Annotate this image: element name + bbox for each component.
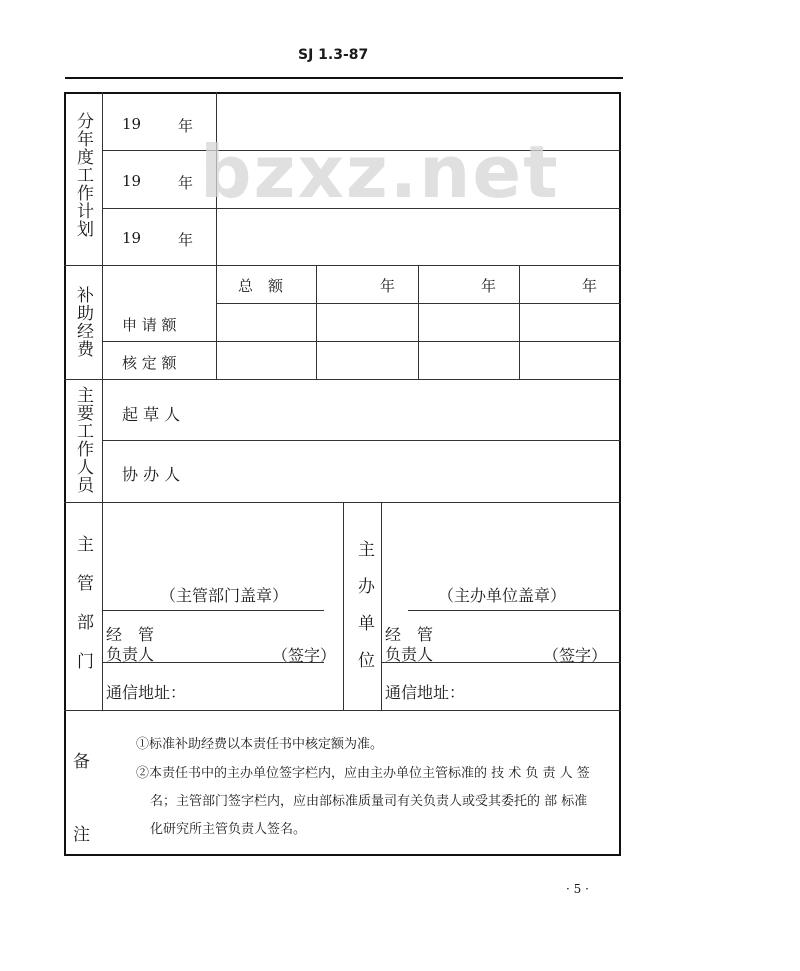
- subsidy-col-year: 年: [481, 277, 497, 295]
- supervisor-seal: （主管部门盖章）: [160, 586, 289, 605]
- doc-code: SJ 1.3-87: [298, 47, 369, 63]
- annual-year-suffix: 年: [178, 174, 194, 192]
- subsidy-row-applied: 申 请 额: [122, 316, 177, 334]
- host-sign: （签字）: [543, 646, 608, 665]
- sep-subsidy-staff: [64, 379, 621, 380]
- subsidy-col-year: 年: [582, 277, 598, 295]
- host-manager-2: 负责人: [385, 645, 434, 664]
- sep-dept-remarks: [64, 710, 621, 711]
- subsidy-col-year: 年: [380, 277, 396, 295]
- staff-assistant: 协 办 人: [122, 465, 181, 484]
- staff-row-line: [102, 440, 621, 441]
- annual-year-suffix: 年: [178, 231, 194, 249]
- supervisor-sign-line: [102, 662, 324, 663]
- page-number: · 5 ·: [566, 882, 589, 896]
- staff-drafter: 起 草 人: [122, 405, 181, 424]
- label-column-line: [102, 92, 103, 710]
- annual-year-suffix: 年: [178, 117, 194, 135]
- subsidy-col-line-1: [316, 265, 317, 379]
- annual-year-prefix: 19: [122, 172, 142, 190]
- host-address: 通信地址：: [385, 683, 466, 702]
- subsidy-row-line: [102, 341, 621, 342]
- remarks-line: ②本责任书中的主办单位签字栏内，应由主办单位主管标准的 技 术 负 责 人 签: [136, 766, 590, 781]
- supervisor-seal-line: [102, 610, 324, 611]
- subsidy-col-line-3: [519, 265, 520, 379]
- subsidy-label: 补助经费: [73, 286, 93, 358]
- remarks-line: ①标准补助经费以本责任书中核定额为准。: [136, 737, 384, 752]
- supervisor-label: 主管部门: [73, 535, 93, 691]
- annual-year-prefix: 19: [122, 229, 142, 247]
- subsidy-row-approved: 核 定 额: [122, 354, 177, 372]
- remarks-label-top: 备: [73, 752, 90, 772]
- subsidy-col-line-2: [418, 265, 419, 379]
- remarks-label-bottom: 注: [73, 825, 90, 845]
- header-rule: [65, 77, 623, 79]
- supervisor-sign: （签字）: [272, 646, 337, 665]
- dept-middle-line: [343, 502, 344, 710]
- dept-host-label-line: [381, 502, 382, 710]
- host-sign-line: [382, 662, 621, 663]
- supervisor-manager-2: 负责人: [106, 645, 155, 664]
- host-label: 主办单位: [354, 540, 374, 688]
- remarks-line: 名；主管部门签字栏内，应由部标准质量司有关负责人或受其委托的 部 标准: [150, 794, 588, 809]
- watermark-logo: bzxz.net: [200, 130, 560, 214]
- annual-year-prefix: 19: [122, 115, 142, 133]
- host-manager-1: 经 管: [385, 625, 434, 644]
- subsidy-col-total: 总 额: [238, 277, 284, 295]
- supervisor-address: 通信地址：: [106, 683, 187, 702]
- remarks-line: 化研究所主管负责人签名。: [150, 822, 307, 837]
- host-seal: （主办单位盖章）: [438, 586, 567, 605]
- sep-annual-subsidy: [64, 265, 621, 266]
- annual-plan-label: 分年度工作计划: [73, 112, 93, 238]
- host-seal-line: [408, 610, 621, 611]
- supervisor-manager-1: 经 管: [106, 625, 155, 644]
- staff-label: 主要工作人员: [73, 386, 93, 494]
